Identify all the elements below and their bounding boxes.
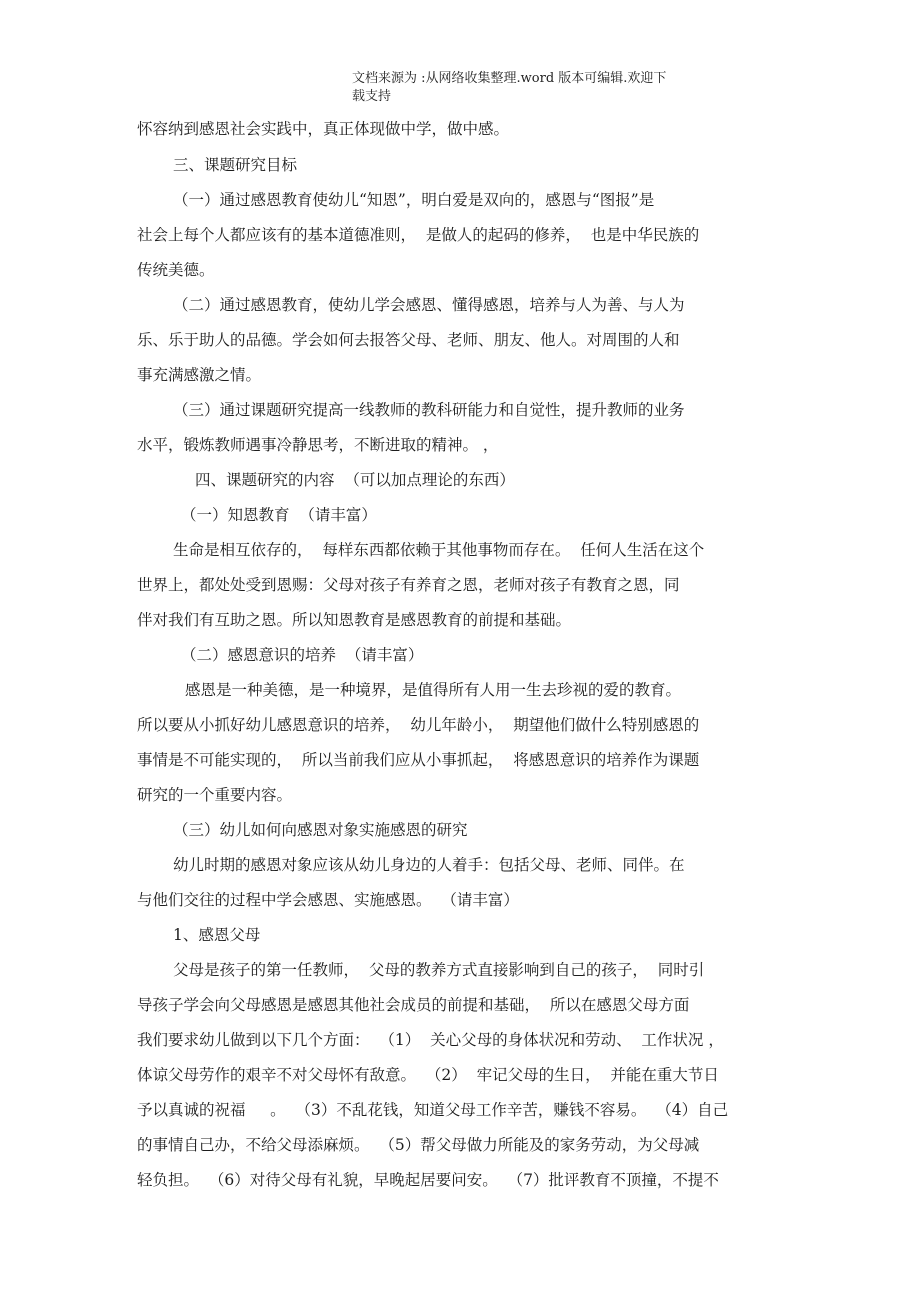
subsection-heading: （三）幼儿如何向感恩对象实施感恩的研究	[173, 821, 468, 839]
paragraph-line: 导孩子学会向父母感恩是感恩其他社会成员的前提和基础， 所以在感恩父母方面	[137, 996, 690, 1014]
paragraph-line: 传统美德。	[137, 261, 215, 279]
paragraph-line: 轻负担。 （6）对待父母有礼貌，早晚起居要问安。 （7）批评教育不顶撞，不提不	[137, 1171, 719, 1189]
paragraph-line: 水平，锻炼教师遇事冷静思考，不断进取的精神。 ，	[137, 436, 499, 454]
paragraph-line: 世界上，都处处受到恩赐：父母对孩子有养育之恩，老师对孩子有教育之恩，同	[137, 576, 680, 594]
numbered-heading: 1、感恩父母	[173, 926, 261, 944]
paragraph-line: 乐、乐于助人的品德。学会如何去报答父母、老师、朋友、他人。对周围的人和	[137, 331, 680, 349]
source-note-line-1: 文档来源为 :从网络收集整理.word 版本可编辑.欢迎下	[352, 71, 667, 86]
source-note-line-2: 载支持	[352, 89, 392, 104]
paragraph-line: 体谅父母劳作的艰辛不对父母怀有敌意。 （2） 牢记父母的生日， 并能在重大节日	[137, 1066, 719, 1084]
paragraph-line: 伴对我们有互助之恩。所以知恩教育是感恩教育的前提和基础。	[137, 611, 572, 629]
subsection-heading: （一）知恩教育 （请丰富）	[181, 506, 377, 524]
paragraph-line: 怀容纳到感恩社会实践中，真正体现做中学，做中感。	[137, 120, 510, 138]
subsection-heading: （二）感恩意识的培养 （请丰富）	[181, 646, 424, 664]
paragraph-line: 感恩是一种美德，是一种境界，是值得所有人用一生去珍视的爱的教育。	[185, 681, 682, 699]
paragraph-line: 父母是孩子的第一任教师， 父母的教养方式直接影响到自己的孩子， 同时引	[173, 961, 705, 979]
paragraph-line: 研究的一个重要内容。	[137, 786, 293, 804]
paragraph-line: （一）通过感恩教育使幼儿“知恩”，明白爱是双向的，感恩与“图报”是	[173, 191, 655, 209]
paragraph-line: 所以要从小抓好幼儿感恩意识的培养， 幼儿年龄小， 期望他们做什么特别感恩的	[137, 716, 700, 734]
paragraph-line: 社会上每个人都应该有的基本道德准则， 是做人的起码的修养， 也是中华民族的	[137, 226, 700, 244]
paragraph-line: （二）通过感恩教育，使幼儿学会感恩、懂得感恩，培养与人为善、与人为	[173, 296, 685, 314]
paragraph-line: 生命是相互依存的， 每样东西都依赖于其他事物而存在。 任何人生活在这个	[173, 541, 705, 559]
section-heading: 三、课题研究目标	[173, 156, 298, 174]
paragraph-line: 的事情自己办，不给父母添麻烦。 （5）帮父母做力所能及的家务劳动，为父母减	[137, 1136, 700, 1154]
paragraph-line: 予以真诚的祝福 。 （3）不乱花钱，知道父母工作辛苦，赚钱不容易。 （4）自己	[137, 1101, 729, 1119]
paragraph-line: 事充满感激之情。	[137, 366, 262, 384]
paragraph-line: 我们要求幼儿做到以下几个方面： （1） 关心父母的身体状况和劳动、 工作状况 ，	[137, 1031, 724, 1049]
paragraph-line: 与他们交往的过程中学会感恩、实施感恩。 （请丰富）	[137, 891, 519, 909]
paragraph-line: 幼儿时期的感恩对象应该从幼儿身边的人着手：包括父母、老师、同伴。在	[173, 856, 685, 874]
paragraph-line: 事情是不可能实现的， 所以当前我们应从小事抓起， 将感恩意识的培养作为课题	[137, 751, 700, 769]
source-note-header	[352, 70, 692, 106]
section-heading: 四、课题研究的内容 （可以加点理论的东西）	[195, 471, 515, 489]
paragraph-line: （三）通过课题研究提高一线教师的教科研能力和自觉性，提升教师的业务	[173, 401, 685, 419]
